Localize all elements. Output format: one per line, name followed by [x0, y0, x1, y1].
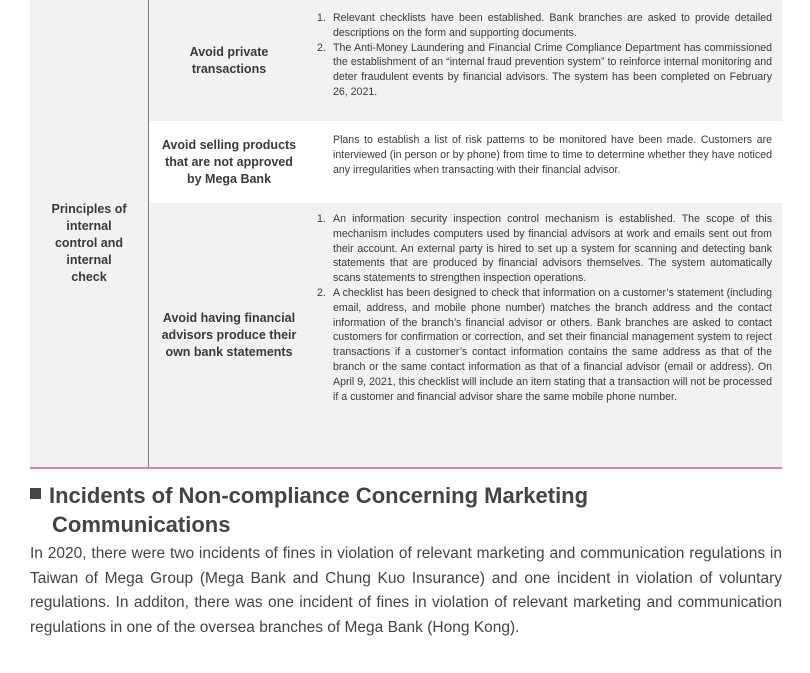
list-item	[309, 212, 772, 286]
detail-list	[309, 11, 772, 100]
table-row	[149, 203, 782, 467]
principle-cell	[30, 0, 149, 467]
table-row	[149, 123, 782, 203]
detail-list	[309, 212, 772, 404]
item-text: The Anti-Money Laundering and Financial Crime Compliance Department has commissioned the establishment of an “internal fraud prevention system” to reinforce internal monitoring and deter fraudulent events by financial advisors. The system has been completed on February 26, 2021.	[333, 41, 772, 98]
item-text: Relevant checklists have been established. Bank branches are asked to provide detailed descriptions on the form and supporting documents.	[333, 12, 772, 39]
measure-cell	[149, 203, 309, 467]
detail-text: Plans to establish a list of risk patterns to be monitored have been made. Customers are interviewed (in person or by phone) from time to time to determine whether they have noticed any irregularities when transacting with their financial advisor.	[333, 134, 772, 176]
item-number: 2.	[317, 286, 326, 299]
table-row	[149, 0, 782, 123]
table-rows	[149, 0, 782, 467]
list-item	[309, 41, 772, 100]
list-item	[309, 286, 772, 404]
item-number: 1.	[317, 12, 326, 24]
item-text: A checklist has been designed to check that information on a customer’s statement (including email, address, and mobile phone number) matches the branch address and the contact information of the branch’s financial advisor or others. Bank branches are asked to contact customers for confirmation or correction, and set their financial management system to reject transactions if a customer’s contact information contains the same address as that of the branch or the same contact information as that of a financial advisor (email or address). On April 9, 2021, this checklist will include an item stating that a transaction will not be processed if a customer and financial advisor share the same mobile phone number.	[333, 286, 772, 403]
item-text: An information security inspection control mechanism is established. The scope of this mechanism includes computers used by financial advisors at work and emails sent out from their account. An external party is hired to set up a system for scanning and detecting bank statements that are produced by financial advisors themselves. The system automatically scans statements to strengthen inspection operations.	[333, 213, 772, 285]
square-bullet-icon	[30, 488, 41, 499]
heading-line-2: Communications	[52, 512, 231, 537]
section-paragraph: In 2020, there were two incidents of fines in violation of relevant marketing and communication regulations in Taiwan of Mega Group (Mega Bank and Chung Kuo Insurance) and one incident in violation of voluntary regulations. In additon, there was one incident of fines in violation of relevant marketing and communication regulations in one of the oversea branches of Mega Bank (Hong Kong).	[30, 545, 782, 636]
measure-label: Avoid selling products that are not approved by Mega Bank	[161, 137, 297, 186]
heading-line-1: Incidents of Non-compliance Concerning Marketing	[49, 483, 589, 508]
detail-cell	[309, 0, 782, 121]
controls-table	[30, 0, 782, 469]
principle-label: Principles of internal control and internal check	[51, 202, 127, 284]
list-item	[309, 11, 772, 41]
measure-label: Avoid having financial advisors produce their own bank statements	[161, 310, 297, 359]
detail-cell	[309, 123, 782, 201]
item-number: 2.	[317, 41, 326, 54]
item-number: 1.	[317, 213, 326, 225]
detail-cell	[309, 203, 782, 467]
section-heading	[30, 481, 790, 539]
measure-cell	[149, 123, 309, 201]
measure-cell	[149, 0, 309, 121]
measure-label: Avoid private transactions	[189, 44, 269, 76]
